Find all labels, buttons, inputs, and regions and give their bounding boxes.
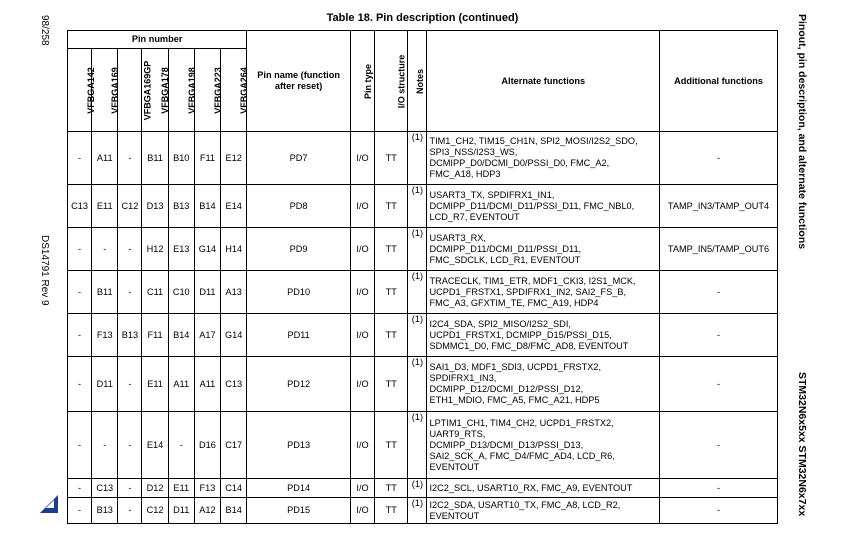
pin-name-cell: PD14 (247, 479, 351, 498)
pin-name-cell: PD10 (247, 271, 351, 314)
pin-type-cell: I/O (350, 412, 374, 479)
io-structure-cell: TT (375, 271, 408, 314)
pin-number-cell: - (68, 357, 92, 412)
pin-number-cell: B13 (168, 185, 194, 228)
pin-number-cell: - (68, 132, 92, 185)
pin-number-cell: C12 (142, 498, 168, 524)
product-name: STM32N6x5xx STM32N6x7xx (796, 372, 808, 517)
alternate-functions-cell (427, 479, 660, 498)
pin-number-header: Pin number (68, 31, 247, 49)
table-row (68, 271, 778, 314)
pin-name-cell: PD8 (247, 185, 351, 228)
alternate-function-line: DCMIPP_D11/DCMI_D11/PSSI_D11, (429, 243, 582, 254)
pin-number-cell: D11 (92, 357, 118, 412)
alternate-function-line: DCMIPP_D11/DCMI_D11/PSSI_D11, FMC_NBL0, (429, 200, 635, 211)
pin-number-cell: G14 (221, 314, 247, 357)
note-cell: (1) (408, 185, 427, 228)
pin-number-cell: - (118, 228, 142, 271)
pin-number-cell: C12 (118, 185, 142, 228)
alternate-function-line: SAI2_SCK_A, FMC_D4/FMC_AD4, LCD_R6, (429, 450, 615, 461)
additional-functions-cell: - (660, 271, 778, 314)
package-header: VFBGA198 (168, 49, 194, 132)
alternate-function-line: USART3_RX, (429, 232, 486, 243)
io-structure-cell: TT (375, 314, 408, 357)
alternate-function-line: SPI3_NSS/I2S3_WS, (429, 147, 518, 157)
pin-number-cell: - (68, 479, 92, 498)
pin-number-cell: - (68, 498, 92, 524)
io-structure-cell: TT (375, 498, 408, 524)
pin-number-cell: C14 (221, 479, 247, 498)
pin-number-cell: B11 (142, 132, 168, 185)
pin-name-cell: PD7 (247, 132, 351, 185)
alternate-functions-cell (427, 185, 660, 228)
note-cell: (1) (408, 479, 427, 498)
pin-number-cell: - (168, 412, 194, 479)
alternate-functions-cell (427, 498, 660, 524)
package-header: VFBGA178 (142, 49, 168, 132)
alternate-functions-header: Alternate functions (427, 31, 660, 132)
note-cell: (1) (408, 271, 427, 314)
pin-number-cell: - (118, 479, 142, 498)
table-row (68, 314, 778, 357)
alternate-function-line: TIM1_CH2, TIM15_CH1N, SPI2_MOSI/I2S2_SDO, (429, 136, 638, 146)
document-revision: DS14791 Rev 9 (39, 235, 50, 306)
pin-number-cell: - (68, 314, 92, 357)
pin-number-cell: B14 (221, 498, 247, 524)
pin-number-cell: D13 (142, 185, 168, 228)
st-logo-icon (38, 493, 60, 515)
alternate-function-line: FMC_A3, GFXTIM_TE, FMC_A19, HDP4 (429, 297, 599, 308)
table-row (68, 185, 778, 228)
alternate-function-line: USART3_TX, SPDIFRX1_IN1, (429, 189, 555, 200)
alternate-function-line: EVENTOUT (429, 510, 480, 521)
alternate-function-line: DCMIPP_D12/DCMI_D12/PSSI_D12, (429, 384, 584, 394)
additional-functions-header: Additional functions (660, 31, 778, 132)
alternate-functions-cell (427, 228, 660, 271)
pin-number-cell: E13 (168, 228, 194, 271)
pin-number-cell: A17 (194, 314, 220, 357)
pin-number-cell: C17 (221, 412, 247, 479)
note-cell: (1) (408, 412, 427, 479)
pin-number-cell: F11 (194, 132, 220, 185)
alternate-functions-cell (427, 271, 660, 314)
pin-number-cell: F11 (142, 314, 168, 357)
pin-type-cell: I/O (350, 498, 374, 524)
alternate-function-line: SPDIFRX1_IN3, (429, 373, 497, 383)
pin-number-cell: - (68, 412, 92, 479)
pin-number-cell: E11 (168, 479, 194, 498)
pin-name-cell: PD9 (247, 228, 351, 271)
alternate-function-line: I2C2_SDA, USART10_TX, FMC_A8, LCD_R2, (429, 499, 621, 510)
pin-number-cell: H14 (221, 228, 247, 271)
additional-functions-cell: TAMP_IN5/TAMP_OUT6 (660, 228, 778, 271)
alternate-function-line: FMC_SDCLK, LCD_R1, EVENTOUT (429, 254, 581, 265)
pin-name-cell: PD12 (247, 357, 351, 412)
pin-description-table (67, 30, 778, 524)
io-structure-cell: TT (375, 479, 408, 498)
pin-type-cell: I/O (350, 479, 374, 498)
pin-type-cell: I/O (350, 132, 374, 185)
table-row (68, 132, 778, 185)
package-header: VFBGA264 (221, 49, 247, 132)
note-cell: (1) (408, 228, 427, 271)
alternate-function-line: DCMIPP_D13/DCMI_D13/PSSI_D13, (429, 439, 584, 450)
table-row (68, 498, 778, 524)
pin-number-cell: E14 (142, 412, 168, 479)
pin-number-cell: C13 (221, 357, 247, 412)
alternate-function-line: UART9_RTS, (429, 428, 486, 439)
pin-number-cell: G14 (194, 228, 220, 271)
table-row (68, 228, 778, 271)
additional-functions-cell: - (660, 479, 778, 498)
io-structure-cell: TT (375, 132, 408, 185)
pin-number-cell: A11 (168, 357, 194, 412)
additional-functions-cell: - (660, 132, 778, 185)
pin-number-cell: E11 (92, 185, 118, 228)
alternate-function-line: I2C2_SCL, USART10_RX, FMC_A9, EVENTOUT (429, 482, 633, 493)
pin-number-cell: E14 (221, 185, 247, 228)
io-structure-cell: TT (375, 228, 408, 271)
pin-number-cell: D12 (142, 479, 168, 498)
pin-number-cell: B14 (168, 314, 194, 357)
pin-number-cell: F13 (194, 479, 220, 498)
additional-functions-cell: - (660, 357, 778, 412)
note-cell: (1) (408, 357, 427, 412)
note-cell: (1) (408, 132, 427, 185)
alternate-function-line: I2C4_SDA, SPI2_MISO/I2S2_SDI, (429, 318, 571, 329)
table-row (68, 479, 778, 498)
alternate-function-line: FMC_A18, HDP3 (429, 169, 501, 179)
table-row (68, 412, 778, 479)
pin-number-cell: F13 (92, 314, 118, 357)
alternate-function-line: TRACECLK, TIM1_ETR, MDF1_CKI3, I2S1_MCK, (429, 275, 636, 286)
pin-number-cell: E11 (142, 357, 168, 412)
io-structure-cell: TT (375, 357, 408, 412)
io-structure-cell: TT (375, 412, 408, 479)
io-structure-header: I/O structure (375, 31, 408, 132)
pin-number-cell: B11 (92, 271, 118, 314)
alternate-function-line: EVENTOUT (429, 461, 480, 472)
section-title: Pinout, pin description, and alternate functions (796, 14, 808, 250)
note-cell: (1) (408, 314, 427, 357)
pin-number-cell: - (118, 271, 142, 314)
additional-functions-cell: TAMP_IN3/TAMP_OUT4 (660, 185, 778, 228)
alternate-function-line: LPTIM1_CH1, TIM4_CH2, UCPD1_FRSTX2, (429, 417, 614, 428)
pin-type-cell: I/O (350, 185, 374, 228)
pin-number-cell: B13 (118, 314, 142, 357)
pin-number-cell: D11 (168, 498, 194, 524)
alternate-functions-cell (427, 132, 660, 185)
pin-number-cell: A13 (221, 271, 247, 314)
pin-name-cell: PD11 (247, 314, 351, 357)
pin-type-cell: I/O (350, 357, 374, 412)
pin-number-cell: - (92, 412, 118, 479)
pin-number-cell: - (118, 357, 142, 412)
alternate-function-line: ETH1_MDIO, FMC_A5, FMC_A21, HDP5 (429, 395, 600, 405)
additional-functions-cell: - (660, 498, 778, 524)
left-margin (30, 0, 60, 553)
table-title: Table 18. Pin description (continued) (326, 12, 519, 24)
pin-number-cell: C11 (142, 271, 168, 314)
alternate-functions-cell (427, 412, 660, 479)
package-header: VFBGA223 (194, 49, 220, 132)
notes-header: Notes (408, 31, 427, 132)
pin-number-cell: B13 (92, 498, 118, 524)
pin-name-cell: PD15 (247, 498, 351, 524)
pin-number-cell: - (68, 228, 92, 271)
pin-number-cell: H12 (142, 228, 168, 271)
pin-name-cell: PD13 (247, 412, 351, 479)
pin-number-cell: - (118, 132, 142, 185)
pin-number-cell: C13 (68, 185, 92, 228)
pin-number-cell: - (68, 271, 92, 314)
alternate-function-line: UCPD1_FRSTX1, SPDIFRX1_IN2, SAI2_FS_B, (429, 286, 627, 297)
alternate-function-line: SAI1_D3, MDF1_SDI3, UCPD1_FRSTX2, (429, 362, 602, 372)
pin-name-header: Pin name (function after reset) (247, 31, 351, 132)
io-structure-cell: TT (375, 185, 408, 228)
alternate-function-line: UCPD1_FRSTX1, DCMIPP_D15/PSSI_D15, (429, 329, 612, 340)
alternate-functions-cell (427, 357, 660, 412)
additional-functions-cell: - (660, 412, 778, 479)
pin-number-cell: E12 (221, 132, 247, 185)
pin-number-cell: B10 (168, 132, 194, 185)
pin-type-cell: I/O (350, 314, 374, 357)
pin-number-cell: A11 (194, 357, 220, 412)
alternate-function-line: SDMMC1_D0, FMC_D8/FMC_AD8, EVENTOUT (429, 340, 629, 351)
table-row (68, 357, 778, 412)
pin-type-header: Pin type (350, 31, 374, 132)
package-header: VFBGA142 (68, 49, 92, 132)
pin-number-cell: B14 (194, 185, 220, 228)
page-number: 98/258 (39, 15, 50, 46)
pin-type-cell: I/O (350, 271, 374, 314)
pin-number-cell: - (92, 228, 118, 271)
alternate-function-line: LCD_R7, EVENTOUT (429, 211, 520, 222)
pin-number-cell: C10 (168, 271, 194, 314)
additional-functions-cell: - (660, 314, 778, 357)
pin-number-cell: A11 (92, 132, 118, 185)
pin-number-cell: - (118, 412, 142, 479)
pin-number-cell: A12 (194, 498, 220, 524)
package-header: VFBGA169GP (118, 49, 142, 132)
pin-number-cell: - (118, 498, 142, 524)
pin-number-cell: D16 (194, 412, 220, 479)
pin-number-cell: D11 (194, 271, 220, 314)
package-header: VFBGA169 (92, 49, 118, 132)
pin-type-cell: I/O (350, 228, 374, 271)
alternate-function-line: DCMIPP_D0/DCMI_D0/PSSI_D0, FMC_A2, (429, 158, 610, 168)
note-cell: (1) (408, 498, 427, 524)
alternate-functions-cell (427, 314, 660, 357)
pin-number-cell: C13 (92, 479, 118, 498)
